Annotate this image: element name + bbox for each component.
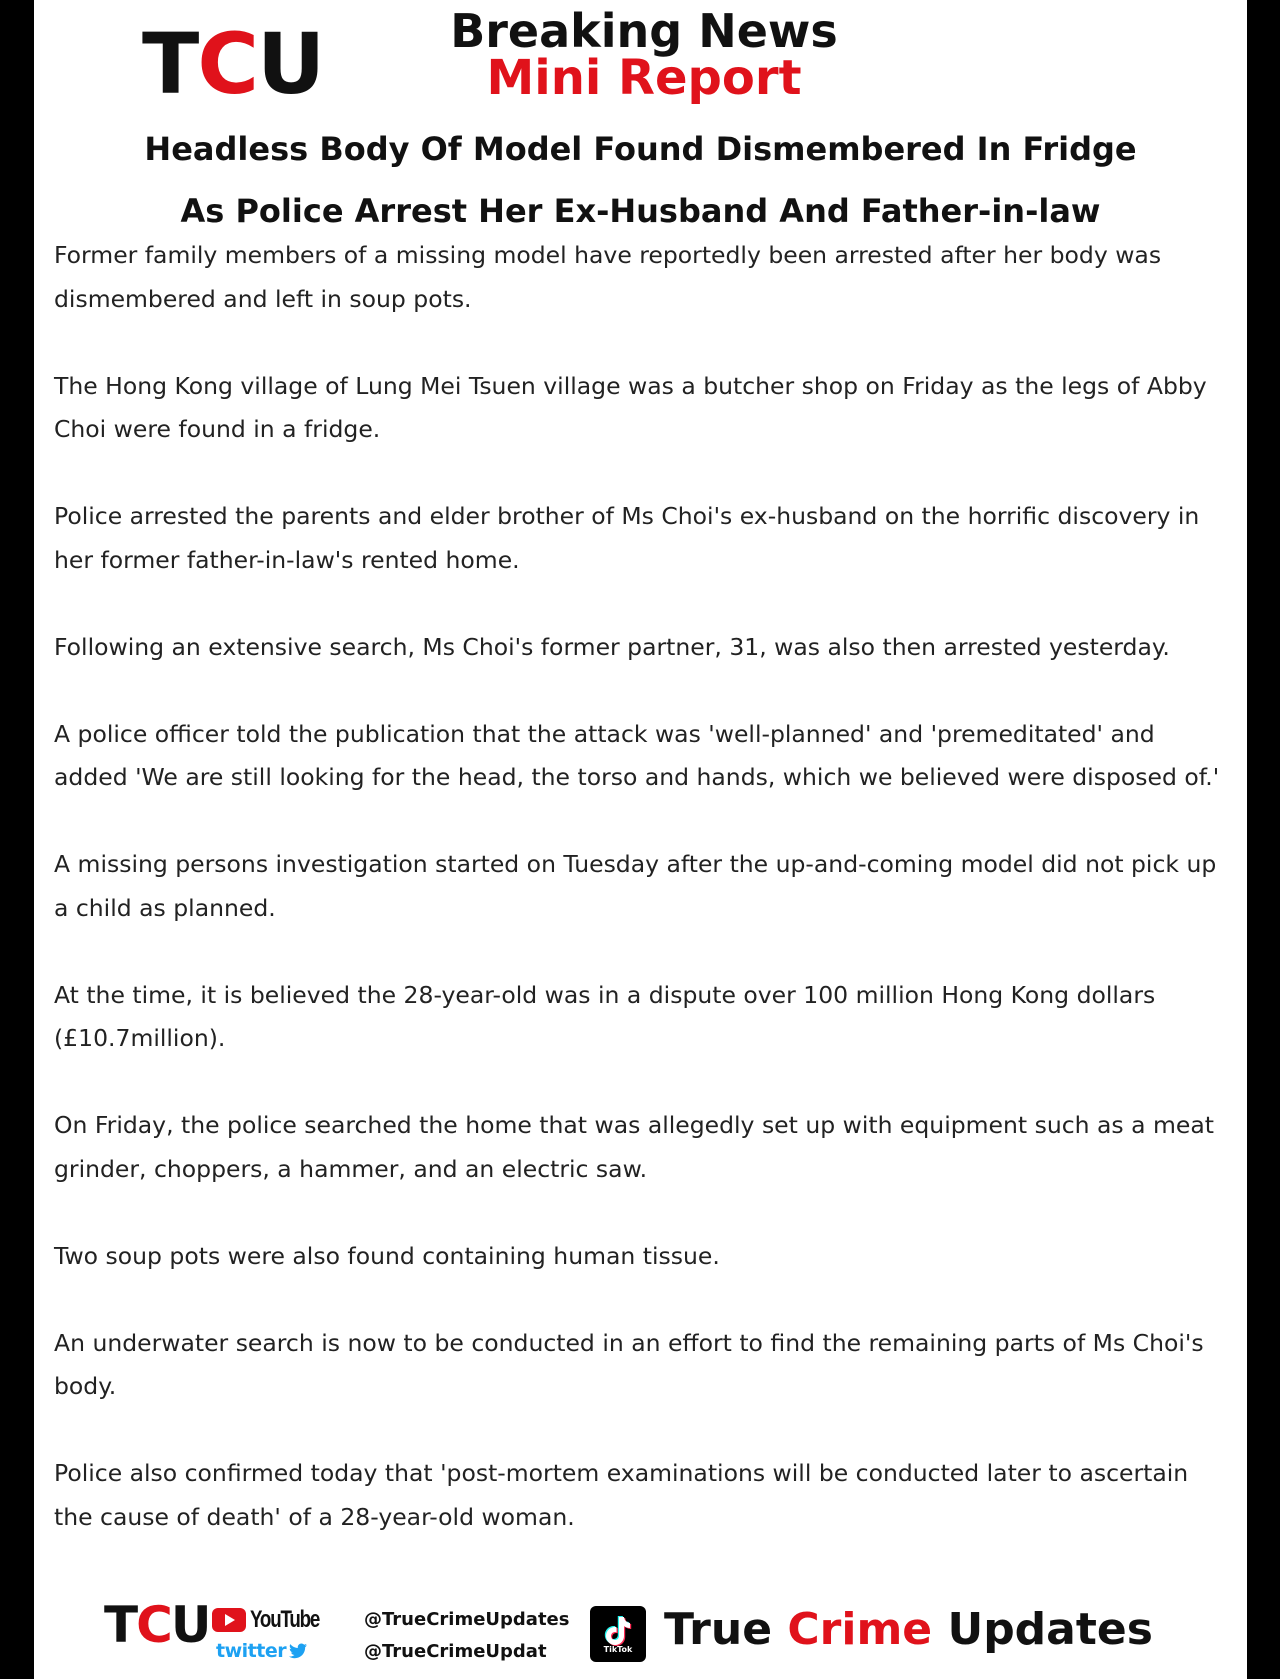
- twitter-handle[interactable]: @TrueCrimeUpdat: [364, 1641, 547, 1662]
- headline-line-2: As Police Arrest Her Ex-Husband And Father-in-law: [180, 192, 1101, 230]
- paragraph: Following an extensive search, Ms Choi's former partner, 31, was also then arrested yesterday.: [54, 632, 1170, 661]
- headline-line-1: Headless Body Of Model Found Dismembered In Fridge: [144, 130, 1137, 168]
- twitter-link[interactable]: [216, 1640, 307, 1662]
- tiktok-label: TikTok: [603, 1644, 633, 1654]
- headline: [34, 118, 1247, 242]
- paragraph: Police arrested the parents and elder brother of Ms Choi's ex-husband on the horrific discovery in her former father-in-law's rented home.: [54, 502, 1200, 574]
- paragraph: At the time, it is believed the 28-year-old was in a dispute over 100 million Hong Kong dollars (£10.7million).: [54, 980, 1156, 1052]
- paragraph: A police officer told the publication that the attack was 'well-planned' and 'premeditated' and added 'We are still looking for the head, the torso and hands, which we believed were disposed of.': [54, 719, 1220, 791]
- paragraph: Former family members of a missing model have reportedly been arrested after her body was dismembered and left in soup pots.: [54, 241, 1162, 313]
- kicker-mini-report: Mini Report: [486, 50, 802, 106]
- social-handles: [364, 1604, 569, 1668]
- twitter-label: twitter: [216, 1640, 287, 1662]
- footer-banner: [34, 1590, 1247, 1670]
- footer-tcu-logo: TCU: [104, 1596, 210, 1654]
- youtube-link[interactable]: [212, 1606, 339, 1634]
- paragraph: An underwater search is now to be conducted in an effort to find the remaining parts of Ms Choi's body.: [54, 1328, 1204, 1400]
- paragraph: Two soup pots were also found containing human tissue.: [54, 1241, 720, 1270]
- footer-brand-title: True Crime Updates: [664, 1604, 1153, 1655]
- tiktok-icon[interactable]: [590, 1606, 646, 1662]
- youtube-icon: [212, 1608, 246, 1632]
- twitter-bird-icon: [289, 1643, 307, 1659]
- youtube-handle[interactable]: @TrueCrimeUpdates: [364, 1609, 570, 1630]
- report-kicker: [394, 4, 894, 106]
- news-page: [34, 0, 1247, 1679]
- kicker-breaking-news: Breaking News: [450, 4, 838, 58]
- paragraph: On Friday, the police searched the home that was allegedly set up with equipment such as a meat grinder, choppers, a hammer, and an electric saw.: [54, 1111, 1214, 1183]
- tcu-logo: TCU: [142, 15, 324, 113]
- article-body: [54, 234, 1234, 1539]
- paragraph: Police also confirmed today that 'post-mortem examinations will be conducted later to ascertain the cause of death' of a 28-year-old woman.: [54, 1459, 1189, 1531]
- paragraph: A missing persons investigation started on Tuesday after the up-and-coming model did not pick up a child as planned.: [54, 850, 1217, 922]
- paragraph: The Hong Kong village of Lung Mei Tsuen village was a butcher shop on Friday as the legs of Abby Choi were found in a fridge.: [54, 371, 1207, 443]
- youtube-label: YouTube: [250, 1606, 320, 1633]
